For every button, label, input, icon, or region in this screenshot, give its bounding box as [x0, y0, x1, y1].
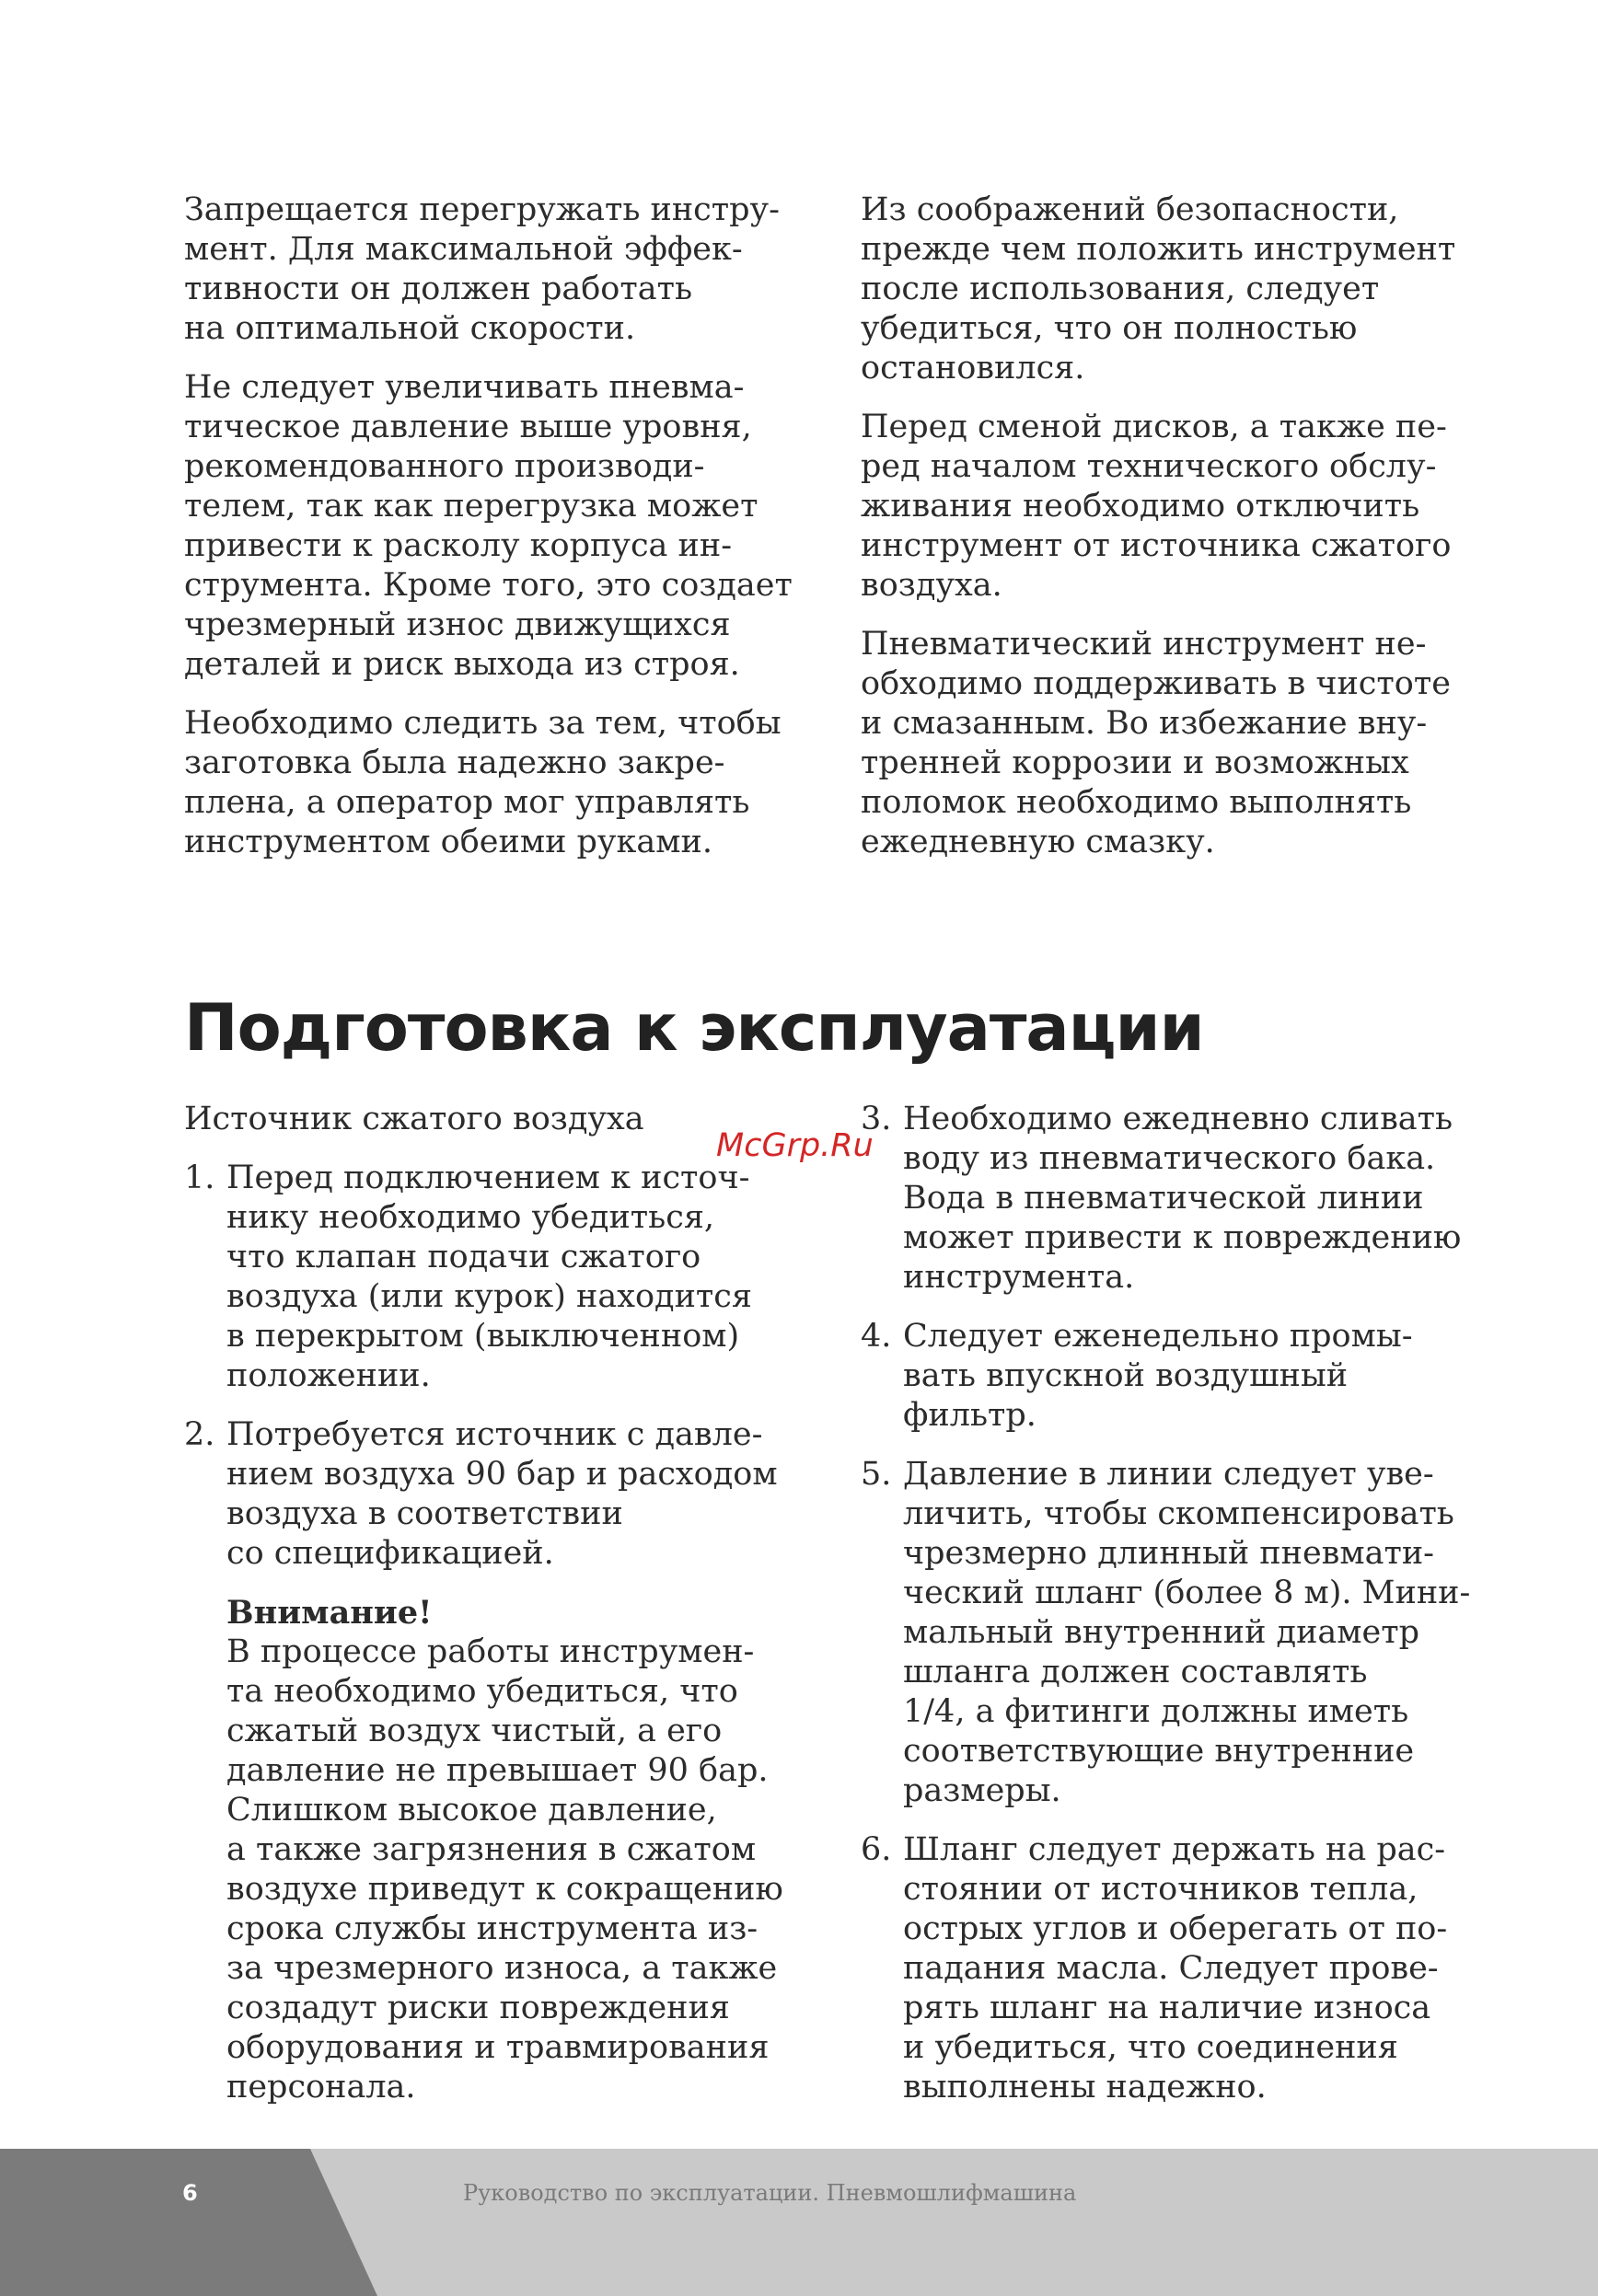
- warning-block: [184, 1593, 828, 2107]
- warning-title: Внимание!: [226, 1594, 433, 1632]
- list-item: [184, 1415, 828, 1574]
- list-item-text: Шланг следует держать на рас- стоянии от источников тепла, острых углов и оберегать от по- падания масла. Следует прове- рять шланг на наличие износа и убедиться, что соединения выполнены надежно.: [903, 1831, 1448, 2106]
- list-item-text: Следует еженедельно промы- вать впускной воздушный фильтр.: [903, 1318, 1413, 1434]
- list-item-number: 6.: [861, 1831, 892, 1868]
- paragraph: Не следует увеличивать пневма- тическое давление выше уровня, рекомендованного производи- телем, так как перегрузка может привести к расколу корпуса ин- струмента. Кроме того, это создает чрезмерный износ движущихся деталей и риск выхода из строя.: [184, 369, 793, 683]
- top-right-column: [861, 190, 1505, 882]
- section-intro: Источник сжатого воздуха: [184, 1101, 644, 1137]
- list-item-number: 5.: [861, 1456, 892, 1493]
- list-item-text: Перед подключением к источ- нику необходимо убедиться, что клапан подачи сжатого воздуха (или курок) находится в перекрытом (выключенном) положении.: [226, 1160, 752, 1394]
- page-footer: [0, 2149, 1598, 2296]
- list-item-number: 3.: [861, 1101, 892, 1137]
- paragraph: Пневматический инструмент не- обходимо поддерживать в чистоте и смазанным. Во избежание вну- тренней коррозии и возможных поломок необходимо выполнять ежедневную смазку.: [861, 626, 1451, 860]
- list-item: [861, 1100, 1505, 1298]
- list-item-number: 1.: [184, 1160, 215, 1196]
- paragraph: Необходимо следить за тем, чтобы заготовка была надежно закре- плена, а оператор мог управлять инструментом обеими руками.: [184, 705, 782, 860]
- list-item-number: 2.: [184, 1416, 215, 1453]
- section-title: Подготовка к эксплуатации: [184, 990, 1204, 1066]
- list-item-number: 4.: [861, 1318, 892, 1355]
- list-item-text: Потребуется источник с давле- нием воздуха 90 бар и расходом воздуха в соответствии со спецификацией.: [226, 1416, 778, 1572]
- list-item: [184, 1159, 828, 1396]
- paragraph: Перед сменой дисков, а также пе- ред началом технического обслу- живания необходимо отключить инструмент от источника сжатого воздуха.: [861, 409, 1452, 604]
- bottom-right-column: [861, 1100, 1505, 2127]
- list-item: [861, 1830, 1505, 2107]
- top-left-column: [184, 190, 819, 882]
- list-item-text: Необходимо ежедневно сливать воду из пневматического бака. Вода в пневматической линии может привести к повреждению инструмента.: [903, 1101, 1462, 1296]
- paragraph: Из соображений безопасности, прежде чем положить инструмент после использования, следует убедиться, что он полностью остановился.: [861, 191, 1456, 387]
- watermark-text: McGrp.Ru: [716, 1127, 874, 1164]
- bottom-left-column: [184, 1100, 828, 2127]
- paragraph: Запрещается перегружать инстру- мент. Для максимальной эффек- тивности он должен работать на оптимальной скорости.: [184, 191, 780, 347]
- warning-text: В процессе работы инструмен- та необходимо убедиться, что сжатый воздух чистый, а его давление не превышает 90 бар. Слишком высокое давление, а также загрязнения в сжатом воздухе приведут к сокращению срока службы инструмента из- за чрезмерного износа, а также создадут риски повреждения оборудования и травмирования персонала.: [226, 1633, 783, 2106]
- list-item: [861, 1455, 1505, 1811]
- list-item: [861, 1317, 1505, 1436]
- page-number: 6: [182, 2180, 198, 2206]
- list-item-text: Давление в линии следует уве- личить, чтобы скомпенсировать чрезмерно длинный пневмати- ческий шланг (более 8 м). Мини- мальный внутренний диаметр шланга должен составлять 1/4, а фитинги должны иметь соответствующие внутренние размеры.: [903, 1456, 1471, 1809]
- footer-document-title: Руководство по эксплуатации. Пневмошлифмашина: [463, 2180, 1077, 2206]
- footer-background: [0, 2149, 1598, 2296]
